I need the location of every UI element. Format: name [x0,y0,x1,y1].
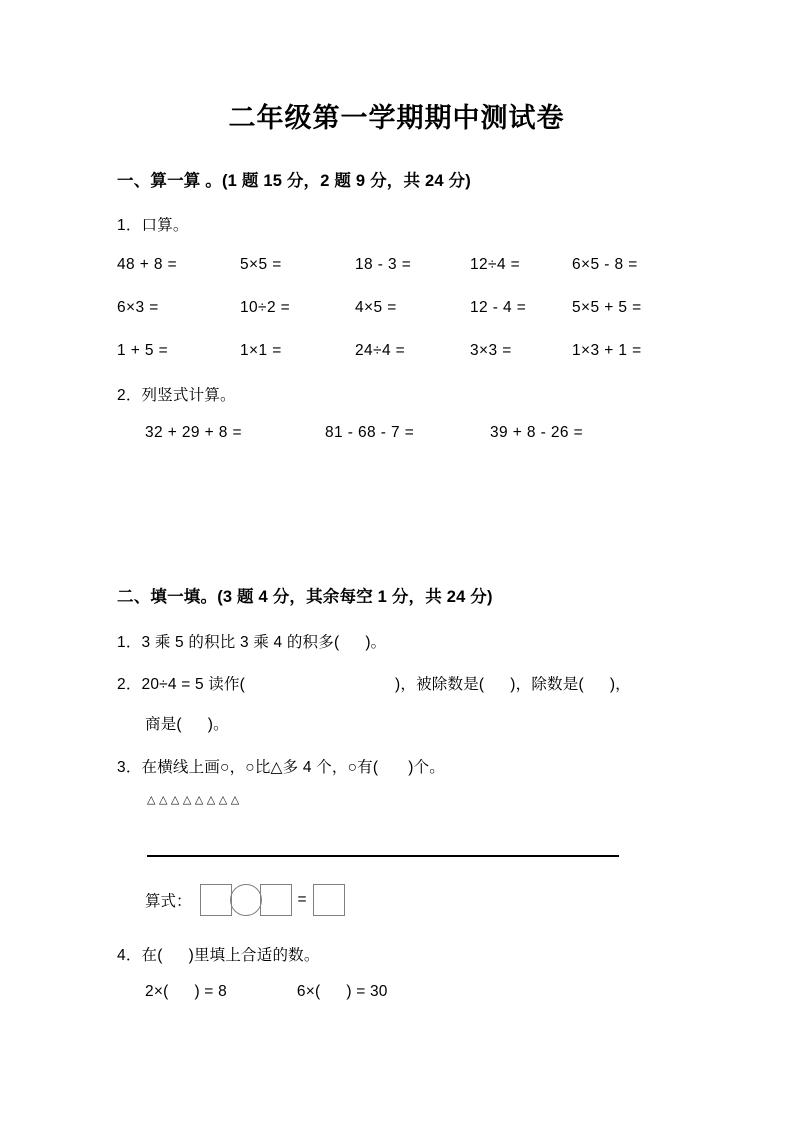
calc-item: 5×5 = [240,256,282,273]
fill-question-2 [117,672,631,694]
equals-sign: = [297,891,307,908]
fill-question-4-lead: 4．在( [117,947,163,964]
calc-item: 48 + 8 = [117,256,178,273]
vertical-calc-item: 32 + 29 + 8 = [145,424,242,441]
vertical-calc-row [145,424,745,446]
question-label-1-2: 2．列竖式计算。 [117,387,236,404]
triangle-shapes-row: △△△△△△△△ [147,794,243,806]
calc-item: 4×5 = [355,299,397,316]
calc-item: 6×5 - 8 = [572,256,638,273]
fill-question-1-text: 1．3 乘 5 的积比 3 乘 4 的积多( [117,634,340,651]
fill-question-2-continued [145,712,229,734]
answer-box-1[interactable] [200,884,232,916]
fill-question-3-lead: 3．在横线上画○，○比△多 4 个，○有( [117,759,379,776]
fill-question-4 [117,943,320,965]
fill-question-2-mid3: )， [609,676,631,693]
fill-question-3 [117,755,445,777]
formula-label: 算式： [145,893,192,910]
section-heading-one: 一、算一算 。(1 题 15 分，2 题 9 分，共 24 分) [117,172,471,190]
calc-item: 24÷4 = [355,342,406,359]
calc-item: 1×1 = [240,342,282,359]
answer-box-2[interactable] [260,884,292,916]
fill-question-2-cont-lead: 商是( [145,716,182,733]
calc-item: 3×3 = [470,342,512,359]
expression-1-left: 2×( [145,983,169,1000]
vertical-calc-item: 39 + 8 - 26 = [490,424,584,441]
fill-question-2-cont-tail: )。 [207,716,229,733]
fill-question-1-tail: )。 [365,634,387,651]
fill-question-3-tail: )个。 [408,759,445,776]
expression-1-right: ) = 8 [194,983,227,1000]
expression-2-right: ) = 30 [346,983,388,1000]
calc-row-2 [117,299,737,321]
calc-item: 6×3 = [117,299,159,316]
fill-question-1 [117,630,386,652]
calc-item: 10÷2 = [240,299,291,316]
expression-2-left: 6×( [296,983,321,1000]
page-title: 二年级第一学期期中测试卷 [228,103,565,133]
calc-item: 1 + 5 = [117,342,169,359]
answer-horizontal-rule[interactable] [147,855,619,857]
section-heading-two: 二、填一填。(3 题 4 分，其余每空 1 分，共 24 分) [117,588,493,606]
fill-question-4-mid: )里填上合适的数。 [188,947,320,964]
fill-question-2-mid2: )，除数是( [510,676,584,693]
operator-circle[interactable] [230,884,262,916]
answer-box-3[interactable] [313,884,345,916]
calc-item: 12÷4 = [470,256,521,273]
question-label-1-1: 1．口算。 [117,217,189,234]
fill-question-4-expressions [145,983,388,1001]
fill-question-2-mid1: )，被除数是( [395,676,485,693]
calc-row-1 [117,256,737,278]
formula-box-group [200,884,345,916]
calc-item: 12 - 4 = [470,299,527,316]
vertical-calc-item: 81 - 68 - 7 = [325,424,415,441]
fill-question-2-lead: 2．20÷4 = 5 读作( [117,676,246,693]
calc-item: 1×3 + 1 = [572,342,642,359]
formula-answer-row [145,880,345,920]
calc-row-3 [117,342,737,364]
calc-item: 18 - 3 = [355,256,412,273]
calc-item: 5×5 + 5 = [572,299,642,316]
